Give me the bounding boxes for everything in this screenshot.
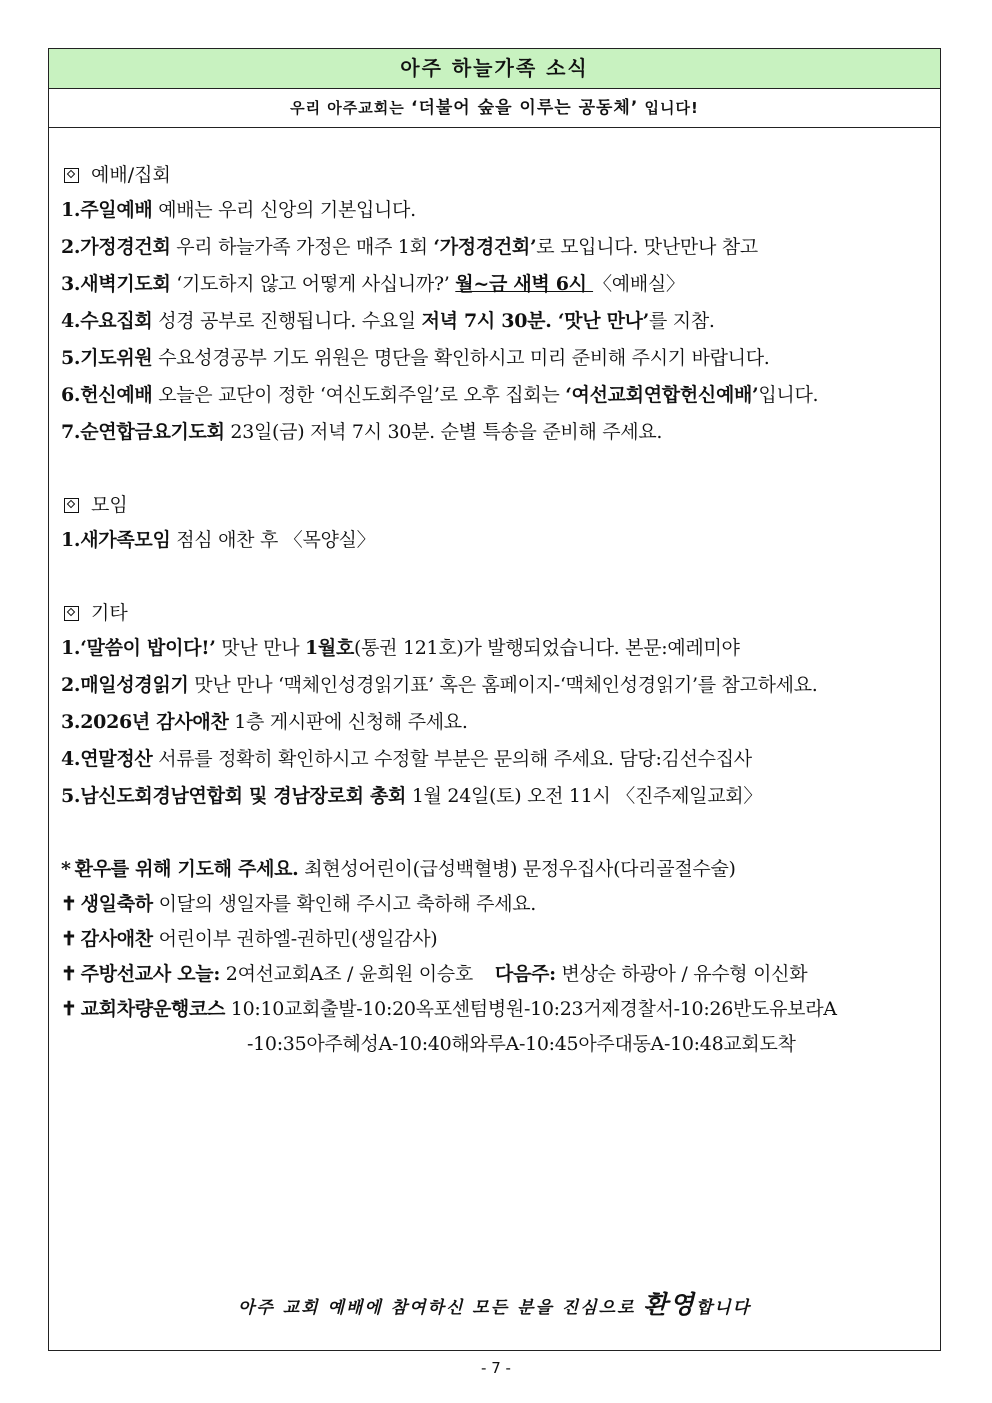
worship-item-4 [61,303,940,340]
item-text: 오늘은 교단이 정한 ‘여신도회주일’로 오후 집회는 [152,384,566,406]
item-label: 6.헌신예배 [61,384,153,406]
etc-item-1 [61,630,940,667]
item-text: ‘기도하지 않고 어떻게 사십니까?’ [170,273,456,295]
item-text: 1월 24일(토) 오전 11시 〈진주제일교회〉 [406,785,763,807]
spacer [61,815,940,852]
notice-text: 어린이부 권하엘-권하민(생일감사) [152,928,438,950]
item-label: 2.매일성경읽기 [61,674,189,696]
welcome-post: 합니다 [695,1298,752,1318]
item-label: 7.순연합금요기도회 [61,421,225,443]
notice-prayer [61,852,940,887]
item-text: 〈예배실〉 [593,273,685,295]
subtitle [49,89,940,128]
notice-label: 교회차량운행코스 [80,998,226,1020]
cross-icon: ✝ [61,893,77,915]
diamond-box-icon [64,498,79,513]
etc-item-2 [61,667,940,704]
notice-label: 감사애찬 [80,928,153,950]
item-underlined: 월~금 새벽 6시 [455,273,594,295]
notice-kitchen [61,957,940,992]
section-title: 기타 [91,602,128,624]
welcome-big: 환영 [643,1290,696,1319]
section-etc-heading [61,596,940,630]
notice-text: 변상순 하광아 / 유수형 이신화 [555,963,808,985]
etc-item-5 [61,778,940,815]
item-label: 1.‘말씀이 밥이다!’ [61,637,216,659]
cross-icon: ✝ [61,928,77,950]
item-text: 점심 애찬 후 〈목양실〉 [170,529,376,551]
worship-item-5 [61,340,940,377]
item-emphasis: 1월호 [304,637,355,659]
item-emphasis: ‘가정경건회’ [433,236,537,258]
cross-icon: ✝ [61,963,77,985]
asterisk-icon: * [61,858,71,880]
welcome-message [49,1285,940,1321]
item-label: 1.주일예배 [61,199,153,221]
item-label: 1.새가족모임 [61,529,171,551]
page-number: - 7 - [481,1359,511,1377]
section-meeting-heading [61,488,940,522]
item-text: 수요성경공부 기도 위원은 명단을 확인하시고 미리 준비해 주시기 바랍니다. [152,347,770,369]
page-title: 아주 하늘가족 소식 [49,49,940,89]
welcome-pre: 아주 교회 예배에 참여하신 모든 분을 진심으로 [237,1298,644,1318]
spacer [61,559,940,596]
item-text: 입니다. [758,384,819,406]
item-label: 4.수요집회 [61,310,153,332]
notice-text: 이달의 생일자를 확인해 주시고 축하해 주세요. [152,893,537,915]
spacer [61,451,940,488]
item-text: 23일(금) 저녁 7시 30분. 순별 특송을 준비해 주세요. [224,421,663,443]
item-text: 서류를 정확히 확인하시고 수정할 부분은 문의해 주세요. 담당:김선수집사 [152,748,752,770]
notice-birthday [61,887,940,922]
item-emphasis: ‘여선교회연합헌신예배’ [565,384,759,406]
subtitle-emphasis: ‘더불어 숲을 이루는 공동체’ [411,98,639,118]
notice-label: 환우를 위해 기도해 주세요. [74,858,299,880]
item-label: 2.가정경건회 [61,236,171,258]
notice-text: 10:10교회출발-10:20옥포센텀병원-10:23거제경찰서-10:26반도유보라A [225,998,837,1020]
worship-item-6 [61,377,940,414]
item-text: 성경 공부로 진행됩니다. 수요일 [152,310,422,332]
item-emphasis: 저녁 7시 30분. ‘맛난 만나’ [421,310,649,332]
meeting-item-1 [61,522,940,559]
item-label: 4.연말정산 [61,748,153,770]
item-text: 로 모입니다. 맛난만나 참고 [536,236,758,258]
notice-thanks [61,922,940,957]
item-text: (통권 121호)가 발행되었습니다. 본문:예레미야 [354,637,740,659]
notice-label-next: 다음주: [494,963,556,985]
item-label: 5.남신도회경남연합회 및 경남장로회 총회 [61,785,407,807]
section-worship-heading [61,158,940,192]
worship-item-7 [61,414,940,451]
notice-vehicle [61,992,940,1027]
item-text: 맛난 만나 ‘맥체인성경읽기표’ 혹은 홈페이지-‘맥체인성경읽기’를 참고하세요. [188,674,818,696]
content [49,128,940,1062]
item-text: 우리 하늘가족 가정은 매주 1회 [170,236,434,258]
diamond-box-icon [64,606,79,621]
worship-item-3 [61,266,940,303]
notice-text: 2여선교회A조 / 윤희원 이승호 [220,963,473,985]
notice-vehicle-continued: -10:35아주혜성A-10:40해와루A-10:45아주대동A-10:48교회도착 [247,1033,796,1055]
item-text: 1층 게시판에 신청해 주세요. [228,711,468,733]
diamond-box-icon [64,168,79,183]
item-text: 맛난 만나 [215,637,305,659]
notice-label: 생일축하 [80,893,153,915]
subtitle-post: 입니다! [638,99,699,117]
worship-item-1 [61,192,940,229]
subtitle-pre: 우리 아주교회는 [290,99,411,117]
worship-item-2 [61,229,940,266]
section-title: 예배/집회 [91,164,171,186]
item-text: 예배는 우리 신앙의 기본입니다. [152,199,416,221]
item-label: 3.새벽기도회 [61,273,171,295]
notice-label: 주방선교사 오늘: [80,963,221,985]
item-text: 를 지참. [649,310,715,332]
notice-text: 최현성어린이(급성백혈병) 문정우집사(다리골절수술) [298,858,736,880]
item-label: 5.기도위원 [61,347,153,369]
etc-item-3 [61,704,940,741]
item-label: 3.2026년 감사애찬 [61,711,229,733]
etc-item-4 [61,741,940,778]
cross-icon: ✝ [61,998,77,1020]
section-title: 모임 [91,494,128,516]
newsletter-frame [48,48,941,1351]
